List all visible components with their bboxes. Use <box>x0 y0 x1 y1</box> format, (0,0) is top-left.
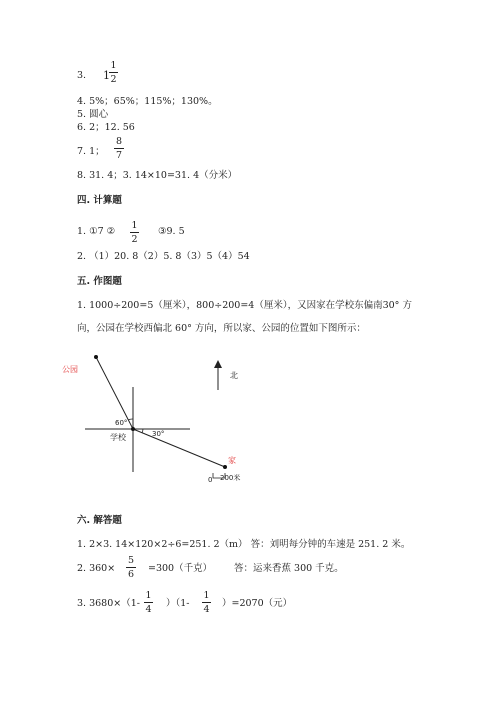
sec6-line3-c: ）=2070（元） <box>222 598 293 609</box>
sec4-line1-b: ③9. 5 <box>158 226 185 237</box>
home-point <box>223 465 227 469</box>
sec5-para-line2: 向，公园在学校西偏北 60° 方向，所以家、公园的位置如下图所示： <box>77 323 366 334</box>
q3-fraction <box>109 60 118 85</box>
angle-30-label: 30° <box>152 430 165 438</box>
home-label: 家 <box>228 456 236 465</box>
sec6-line3-a: 3. 3680×（1- <box>77 598 140 609</box>
q7-frac-num: 8 <box>115 136 123 147</box>
angle-60-label: 60° <box>115 419 128 427</box>
sec6-l3-f1-den: 4 <box>145 604 152 615</box>
school-point <box>131 427 135 431</box>
sec4-frac-num: 1 <box>131 220 138 231</box>
sec6-line1: 1. 2×3. 14×120×2÷6=251. 2（m） 答：刘明每分钟的车速是 251. 2 米。 <box>77 539 411 550</box>
answer-q7-prefix: 7. 1； <box>77 146 105 157</box>
scale-zero: 0 <box>208 476 213 484</box>
sec6-line3-b: ）（1- <box>166 598 190 609</box>
sec6-l2-frac-den: 6 <box>127 569 135 580</box>
school-home-line <box>133 429 225 467</box>
answer-q8: 8. 31. 4；3. 14×10=31. 4（分米） <box>77 170 238 181</box>
q3-frac-den: 2 <box>110 74 117 85</box>
sec6-l3-f2-num: 1 <box>203 590 210 601</box>
section-4-title: 四. 计算题 <box>77 195 122 206</box>
section-6-title: 六. 解答题 <box>77 515 122 526</box>
sec6-line2-b: =300（千克） <box>148 563 213 574</box>
sec6-l2-fraction <box>126 555 136 580</box>
north-arrow-head-icon <box>214 360 222 368</box>
q7-fraction <box>114 136 124 161</box>
sec6-line2-c: 答：运来香蕉 300 千克。 <box>234 563 344 574</box>
sec5-para-line1: 1. 1000÷200=5（厘米），800÷200=4（厘米），又因家在学校东偏南30° 方 <box>77 300 412 311</box>
section-5-title: 五. 作图题 <box>77 276 122 287</box>
sec4-line2: 2. （1）20. 8（2）5. 8（3）5（4）54 <box>77 251 250 262</box>
sec4-frac-den: 2 <box>131 234 138 245</box>
sec6-l2-frac-num: 5 <box>127 555 135 566</box>
answer-q6: 6. 2；12. 56 <box>77 122 135 133</box>
q3-whole: 1 <box>103 69 110 82</box>
q3-number: 3. <box>77 70 87 81</box>
sec6-l3-fraction-1 <box>144 590 153 615</box>
angle-30-arc <box>142 429 143 433</box>
q3-frac-num: 1 <box>110 60 117 71</box>
q7-frac-den: 7 <box>115 150 123 161</box>
sec4-fraction <box>130 220 139 245</box>
north-label: 北 <box>230 371 238 380</box>
park-point <box>94 355 98 359</box>
school-label: 学校 <box>110 433 126 442</box>
position-diagram <box>60 352 270 492</box>
sec6-line2-a: 2. 360× <box>77 563 116 574</box>
answer-q5: 5. 圆心 <box>77 109 109 120</box>
angle-60-arc <box>128 419 133 420</box>
scale-200: 200米 <box>220 474 241 482</box>
sec6-l3-fraction-2 <box>202 590 211 615</box>
answer-q4: 4. 5%；65%；115%；130%。 <box>77 96 218 107</box>
sec6-l3-f1-num: 1 <box>145 590 152 601</box>
park-label: 公园 <box>62 365 78 374</box>
sec6-l3-f2-den: 4 <box>203 604 210 615</box>
sec4-line1-a: 1. ①7 ② <box>77 226 116 237</box>
